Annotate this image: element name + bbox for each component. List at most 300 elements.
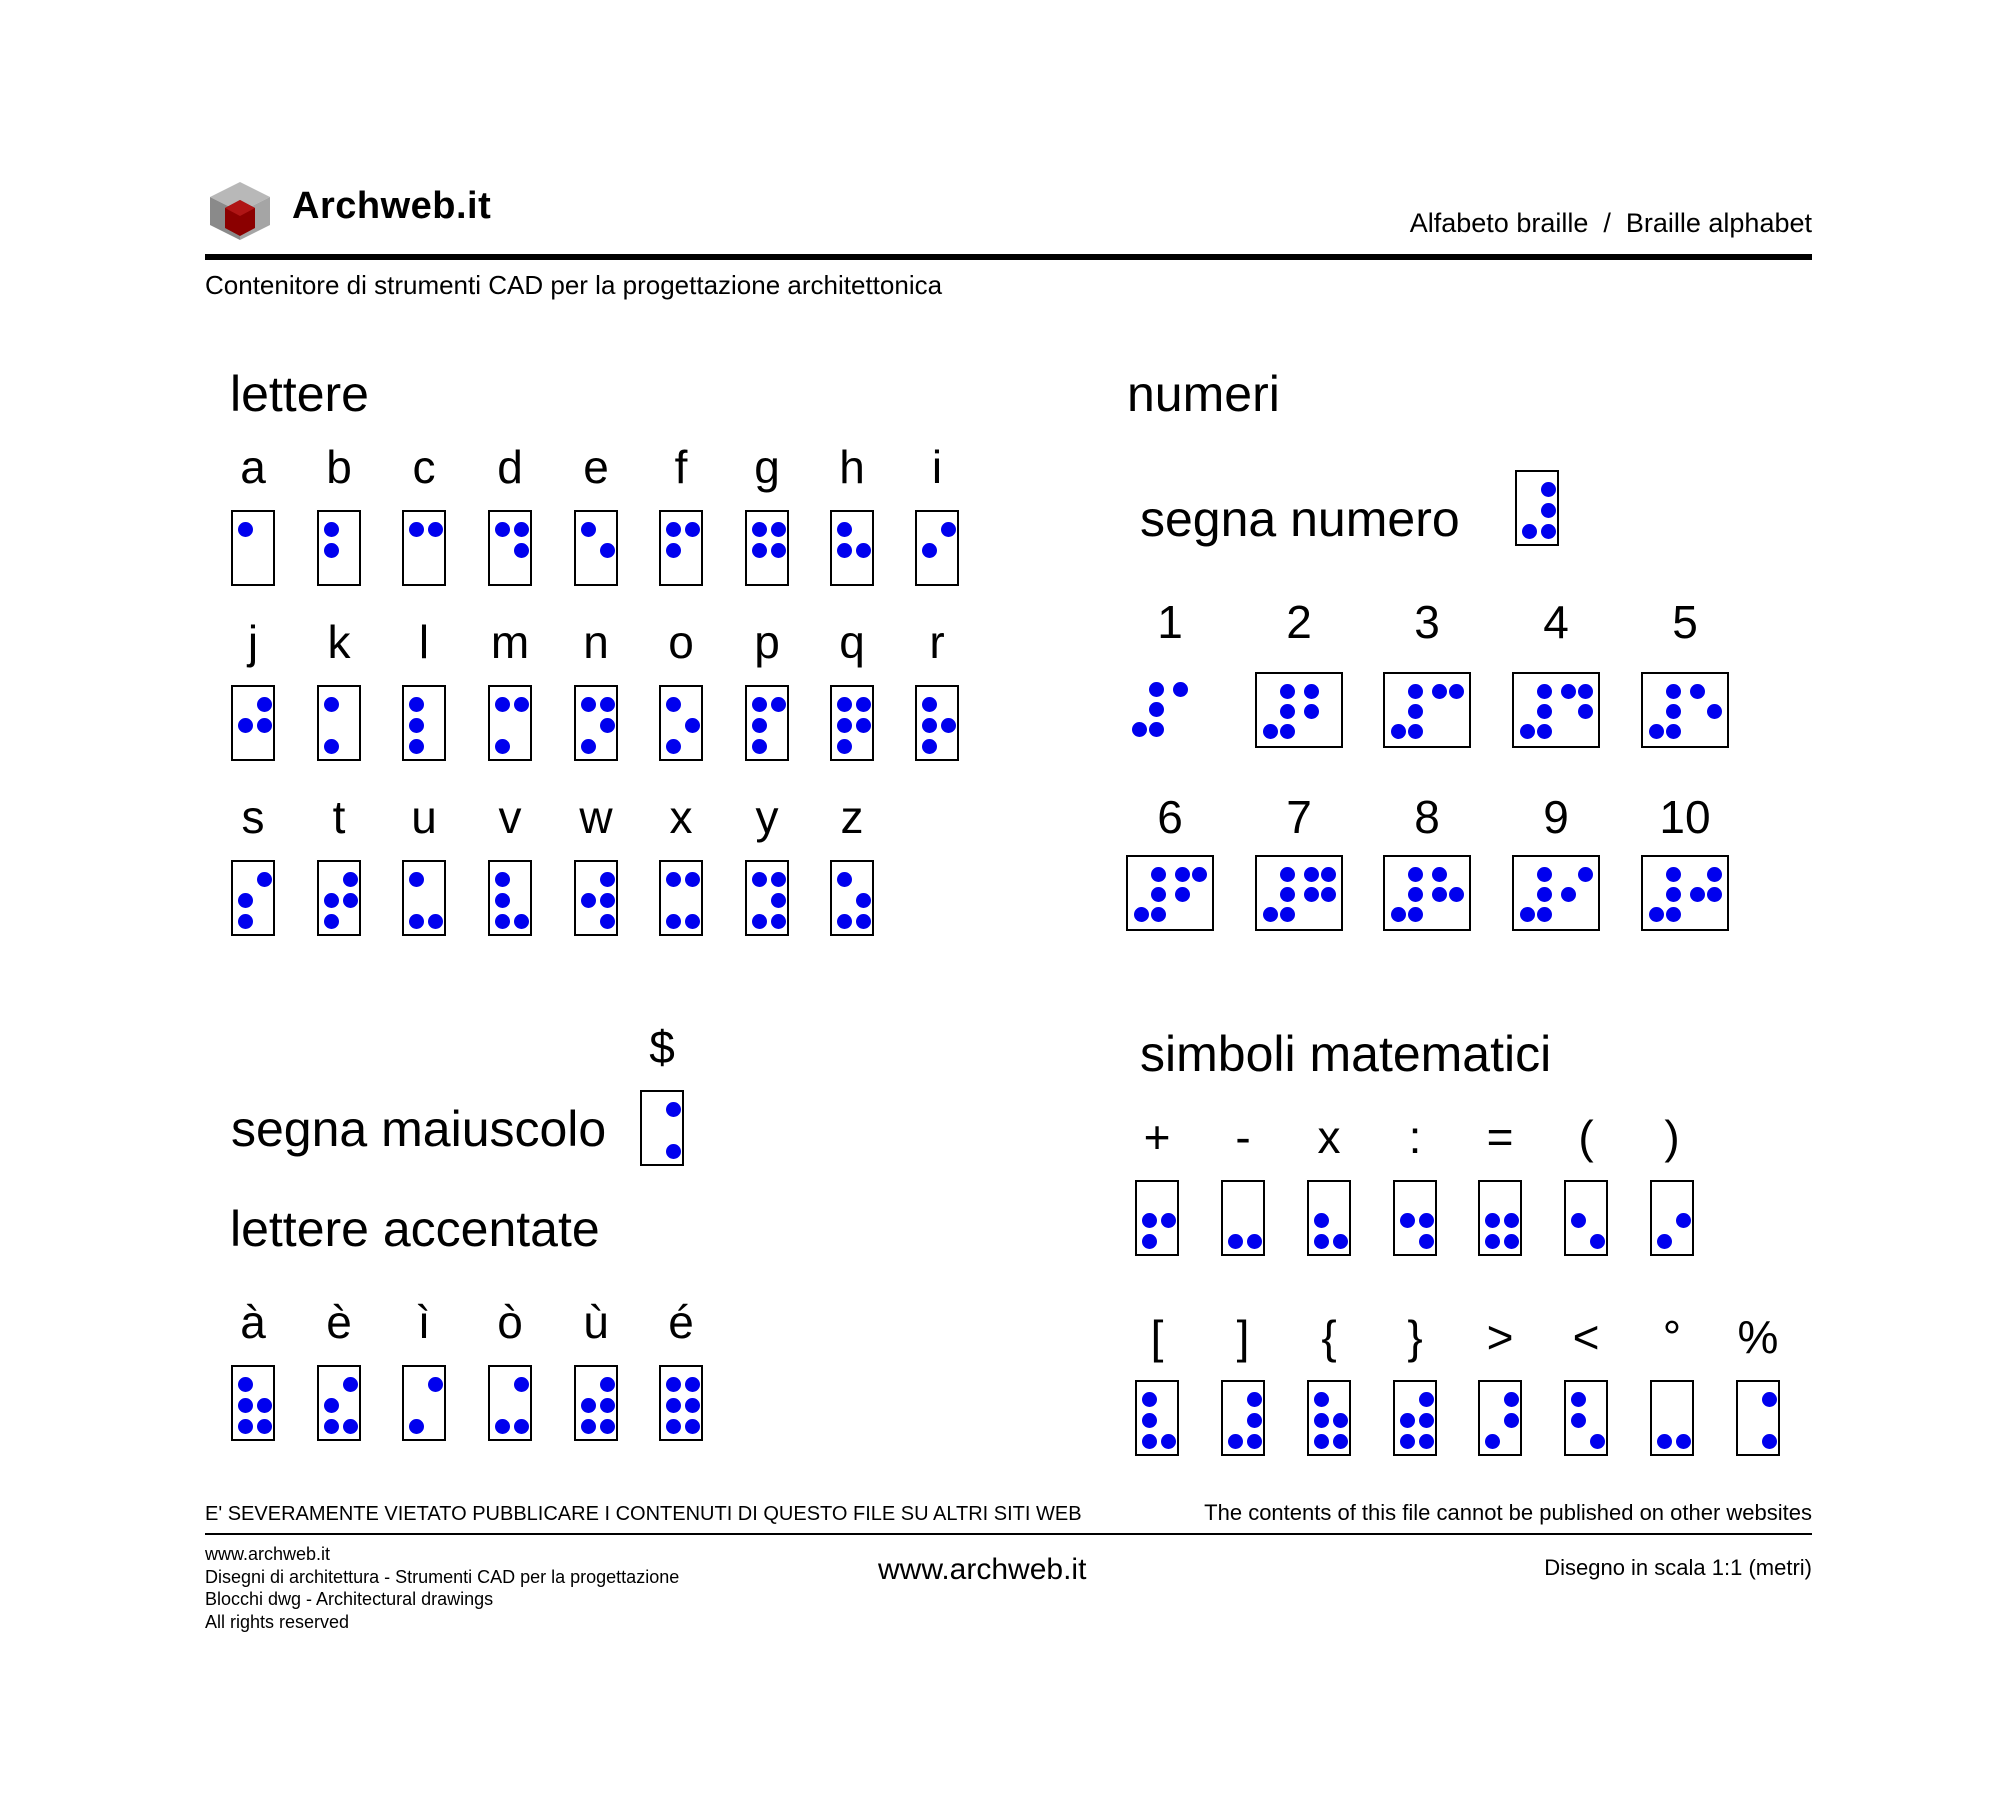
braille-dot <box>666 522 681 537</box>
braille-dot <box>1408 704 1423 719</box>
braille-dot <box>343 872 358 887</box>
braille-dot <box>1649 724 1664 739</box>
braille-cell-accented <box>574 1365 618 1441</box>
braille-cell-math <box>1221 1180 1265 1256</box>
braille-symbol-label: g <box>754 441 780 493</box>
braille-dot <box>1228 1434 1243 1449</box>
braille-dot <box>1657 1434 1672 1449</box>
braille-dot <box>257 697 272 712</box>
braille-dot <box>1571 1413 1586 1428</box>
braille-dot <box>1304 867 1319 882</box>
math-heading: simboli matematici <box>1140 1026 1552 1082</box>
number-sign-cell <box>1515 470 1559 546</box>
braille-dot <box>1280 684 1295 699</box>
braille-dot <box>666 739 681 754</box>
braille-dot <box>1142 1434 1157 1449</box>
braille-dot <box>1400 1213 1415 1228</box>
braille-dot <box>600 1398 615 1413</box>
braille-cell-math <box>1478 1180 1522 1256</box>
braille-dot <box>1175 867 1190 882</box>
braille-dot <box>1449 684 1464 699</box>
braille-dot <box>1520 724 1535 739</box>
footer-url[interactable]: www.archweb.it <box>878 1553 1087 1586</box>
number-cell <box>1383 672 1471 748</box>
braille-symbol-label: x <box>1317 1111 1341 1163</box>
braille-dot <box>666 872 681 887</box>
braille-symbol-label: q <box>839 616 865 668</box>
braille-dot <box>428 914 443 929</box>
braille-cell-a <box>231 510 275 586</box>
braille-dot <box>1707 867 1722 882</box>
braille-dot <box>771 914 786 929</box>
braille-dot <box>1676 1213 1691 1228</box>
braille-dot <box>1666 704 1681 719</box>
braille-dot <box>1537 887 1552 902</box>
braille-symbol-label: f <box>674 441 688 493</box>
braille-dot <box>1263 907 1278 922</box>
page-title: Alfabeto braille / Braille alphabet <box>1409 208 1812 238</box>
braille-dot <box>257 872 272 887</box>
braille-dot <box>409 522 424 537</box>
braille-dot <box>409 1419 424 1434</box>
braille-cell-t <box>317 860 361 936</box>
braille-dot <box>1657 1234 1672 1249</box>
braille-dot <box>1321 887 1336 902</box>
braille-cell-math <box>1307 1180 1351 1256</box>
braille-dot <box>771 697 786 712</box>
braille-dot <box>257 1398 272 1413</box>
braille-cell-s <box>231 860 275 936</box>
braille-dot <box>1485 1434 1500 1449</box>
braille-dot <box>1314 1213 1329 1228</box>
braille-cell-math <box>1650 1380 1694 1456</box>
braille-dot <box>1504 1392 1519 1407</box>
braille-cell-k <box>317 685 361 761</box>
braille-dot <box>343 1377 358 1392</box>
braille-dot <box>600 718 615 733</box>
braille-symbol-label: d <box>497 441 523 493</box>
braille-dot <box>1314 1234 1329 1249</box>
number-cell <box>1126 855 1214 931</box>
braille-dot <box>1432 867 1447 882</box>
braille-dot <box>1314 1434 1329 1449</box>
braille-dot <box>837 739 852 754</box>
braille-dot <box>1304 704 1319 719</box>
numbers-heading: numeri <box>1127 366 1280 422</box>
braille-dot <box>324 893 339 908</box>
braille-dot <box>1707 704 1722 719</box>
braille-dot <box>1247 1234 1262 1249</box>
braille-dot <box>1151 867 1166 882</box>
braille-dot <box>1666 907 1681 922</box>
braille-dot <box>771 893 786 908</box>
braille-dot <box>1175 887 1190 902</box>
braille-symbol-label: 9 <box>1543 791 1569 843</box>
braille-symbol-label: - <box>1235 1111 1251 1163</box>
braille-dot <box>1149 702 1164 717</box>
braille-symbol-label: 8 <box>1414 791 1440 843</box>
braille-symbol-label: x <box>669 791 693 843</box>
braille-cell-v <box>488 860 532 936</box>
braille-cell-z <box>830 860 874 936</box>
braille-dot <box>856 914 871 929</box>
braille-dot <box>257 1419 272 1434</box>
braille-dot <box>409 697 424 712</box>
braille-dot <box>1132 722 1147 737</box>
logo-text: Archweb.it <box>292 185 492 227</box>
braille-symbol-label: b <box>326 441 352 493</box>
braille-dot <box>238 1419 253 1434</box>
braille-dot <box>1149 722 1164 737</box>
braille-dot <box>1142 1413 1157 1428</box>
braille-cell-n <box>574 685 618 761</box>
braille-symbol-label: % <box>1737 1311 1779 1363</box>
braille-dot <box>941 718 956 733</box>
braille-dot <box>1161 1434 1176 1449</box>
braille-symbol-label: 3 <box>1414 596 1440 648</box>
footer-info <box>205 1543 679 1633</box>
braille-dot <box>600 872 615 887</box>
braille-dot <box>1263 724 1278 739</box>
braille-dot <box>685 872 700 887</box>
braille-dot <box>666 1419 681 1434</box>
braille-symbol-label: t <box>332 791 346 843</box>
braille-dot <box>666 1377 681 1392</box>
braille-dot <box>495 739 510 754</box>
braille-dot <box>1541 482 1556 497</box>
braille-dot <box>581 893 596 908</box>
braille-dot <box>1690 684 1705 699</box>
braille-dot <box>514 1377 529 1392</box>
braille-dot <box>1142 1234 1157 1249</box>
braille-dot <box>837 697 852 712</box>
braille-symbol-label: 5 <box>1672 596 1698 648</box>
braille-cell-o <box>659 685 703 761</box>
braille-cell-d <box>488 510 532 586</box>
braille-dot <box>771 872 786 887</box>
braille-dot <box>324 914 339 929</box>
braille-cell-u <box>402 860 446 936</box>
braille-dot <box>685 522 700 537</box>
braille-dot <box>1537 907 1552 922</box>
braille-dot <box>752 872 767 887</box>
footer-warning-en: The contents of this file cannot be published on other websites <box>1204 1500 1812 1525</box>
braille-dot <box>428 522 443 537</box>
braille-dot <box>1520 907 1535 922</box>
braille-dot <box>1561 684 1576 699</box>
braille-symbol-label: { <box>1321 1311 1337 1363</box>
braille-dot <box>1690 887 1705 902</box>
braille-dot <box>1504 1234 1519 1249</box>
braille-dot <box>1333 1413 1348 1428</box>
braille-dot <box>1541 524 1556 539</box>
braille-dot <box>1419 1413 1434 1428</box>
braille-symbol-label: o <box>668 616 694 668</box>
braille-dot <box>1537 684 1552 699</box>
braille-dot <box>324 522 339 537</box>
braille-dot <box>1408 867 1423 882</box>
braille-dot <box>1578 704 1593 719</box>
braille-symbol-label: + <box>1143 1111 1171 1163</box>
braille-dot <box>1537 704 1552 719</box>
braille-dot <box>837 872 852 887</box>
logo-cube-icon <box>208 180 272 242</box>
braille-dot <box>1485 1234 1500 1249</box>
braille-symbol-label: w <box>579 791 613 843</box>
braille-dot <box>600 893 615 908</box>
footer-line: All rights reserved <box>205 1611 350 1632</box>
braille-dot <box>941 522 956 537</box>
braille-dot <box>1522 524 1537 539</box>
braille-cell-math <box>1650 1180 1694 1256</box>
braille-cell-math <box>1135 1380 1179 1456</box>
braille-dot <box>600 1419 615 1434</box>
braille-dot <box>1304 887 1319 902</box>
braille-dot <box>752 914 767 929</box>
braille-cell-h <box>830 510 874 586</box>
braille-dot <box>1590 1234 1605 1249</box>
braille-dot <box>1333 1234 1348 1249</box>
braille-symbol-label: 1 <box>1157 596 1183 648</box>
braille-dot <box>837 522 852 537</box>
braille-cell-math <box>1478 1380 1522 1456</box>
braille-dot <box>1419 1434 1434 1449</box>
braille-symbol-label: 6 <box>1157 791 1183 843</box>
braille-dot <box>1419 1213 1434 1228</box>
number-sign-label: segna numero <box>1140 491 1460 547</box>
braille-dot <box>1485 1213 1500 1228</box>
braille-symbol-label: ì <box>417 1296 431 1348</box>
footer-scale: Disegno in scala 1:1 (metri) <box>1544 1555 1812 1580</box>
braille-dot <box>1666 724 1681 739</box>
braille-dot <box>409 718 424 733</box>
braille-dot <box>238 914 253 929</box>
braille-symbol-label: y <box>755 791 779 843</box>
braille-dot <box>1161 1213 1176 1228</box>
braille-symbol-label: } <box>1407 1311 1423 1363</box>
braille-cell-p <box>745 685 789 761</box>
footer-line: Disegni di architettura - Strumenti CAD per la progettazione <box>205 1566 680 1587</box>
braille-cell-g <box>745 510 789 586</box>
braille-cell-m <box>488 685 532 761</box>
braille-cell-j <box>231 685 275 761</box>
braille-dot <box>1314 1413 1329 1428</box>
braille-dot <box>1578 684 1593 699</box>
braille-symbol-label: 4 <box>1543 596 1569 648</box>
braille-dot <box>1400 1413 1415 1428</box>
braille-dot <box>1578 867 1593 882</box>
braille-dot <box>856 697 871 712</box>
braille-symbol-label: j <box>247 616 259 668</box>
braille-symbol-label: : <box>1408 1111 1422 1163</box>
braille-dot <box>1408 724 1423 739</box>
braille-dot <box>1391 907 1406 922</box>
braille-cell-f <box>659 510 703 586</box>
braille-symbol-label: e <box>583 441 609 493</box>
braille-dot <box>666 1102 681 1117</box>
braille-dot <box>1173 682 1188 697</box>
braille-dot <box>1280 887 1295 902</box>
braille-dot <box>685 914 700 929</box>
braille-symbol-label: u <box>411 791 437 843</box>
braille-symbol-label: c <box>412 441 436 493</box>
braille-dot <box>685 1419 700 1434</box>
braille-symbol-label: p <box>754 616 780 668</box>
braille-cell-accented <box>488 1365 532 1441</box>
braille-symbol-label: k <box>327 616 351 668</box>
braille-dot <box>600 543 615 558</box>
footer-warning-it: E' SEVERAMENTE VIETATO PUBBLICARE I CONTENUTI DI QUESTO FILE SU ALTRI SITI WEB <box>205 1503 1082 1525</box>
braille-symbol-label: < <box>1572 1311 1600 1363</box>
braille-dot <box>1449 887 1464 902</box>
braille-dot <box>922 718 937 733</box>
braille-dot <box>1762 1392 1777 1407</box>
braille-symbol-label: é <box>668 1296 694 1348</box>
braille-symbol-label: v <box>498 791 522 843</box>
braille-dot <box>837 543 852 558</box>
braille-cell-math <box>1564 1180 1608 1256</box>
braille-dot <box>600 1377 615 1392</box>
braille-dot <box>752 718 767 733</box>
braille-dot <box>495 697 510 712</box>
braille-dot <box>257 718 272 733</box>
braille-dot <box>343 1419 358 1434</box>
braille-dot <box>752 697 767 712</box>
braille-symbol-label: > <box>1486 1311 1514 1363</box>
braille-dot <box>922 697 937 712</box>
header-subtitle: Contenitore di strumenti CAD per la progettazione architettonica <box>205 270 943 300</box>
braille-cell-math <box>1393 1380 1437 1456</box>
braille-dot <box>856 718 871 733</box>
braille-dot <box>324 1419 339 1434</box>
braille-cell-math <box>1221 1380 1265 1456</box>
braille-dot <box>1408 684 1423 699</box>
braille-symbol-label: a <box>240 441 266 493</box>
braille-dot <box>1280 867 1295 882</box>
number-cell <box>1512 855 1600 931</box>
braille-symbol-label: i <box>931 441 943 493</box>
braille-dot <box>666 1398 681 1413</box>
braille-symbol-label: h <box>839 441 865 493</box>
braille-dot <box>1149 682 1164 697</box>
braille-dot <box>1707 887 1722 902</box>
braille-dot <box>922 543 937 558</box>
braille-dot <box>1432 887 1447 902</box>
braille-symbol-label: [ <box>1150 1311 1164 1363</box>
capital-sign-label: segna maiuscolo <box>231 1101 607 1157</box>
braille-cell-b <box>317 510 361 586</box>
braille-cell-y <box>745 860 789 936</box>
number-cell <box>1383 855 1471 931</box>
logo <box>208 180 272 242</box>
braille-dot <box>1304 684 1319 699</box>
number-cell <box>1512 672 1600 748</box>
braille-dot <box>856 543 871 558</box>
braille-dot <box>666 1144 681 1159</box>
braille-symbol-label: r <box>929 616 945 668</box>
braille-cell-accented <box>402 1365 446 1441</box>
braille-dot <box>238 718 253 733</box>
braille-dot <box>1134 907 1149 922</box>
braille-dot <box>685 1398 700 1413</box>
braille-dot <box>324 697 339 712</box>
braille-dot <box>666 543 681 558</box>
braille-dot <box>495 1419 510 1434</box>
braille-dot <box>1504 1213 1519 1228</box>
braille-cell-math <box>1564 1380 1608 1456</box>
braille-dot <box>922 739 937 754</box>
braille-symbol-label: 7 <box>1286 791 1312 843</box>
braille-dot <box>1228 1234 1243 1249</box>
braille-dot <box>1649 907 1664 922</box>
braille-dot <box>428 1377 443 1392</box>
braille-symbol-label: ] <box>1236 1311 1250 1363</box>
braille-symbol-label: m <box>490 616 530 668</box>
braille-dot <box>1408 907 1423 922</box>
braille-dot <box>771 543 786 558</box>
braille-dot <box>495 914 510 929</box>
braille-dot <box>600 697 615 712</box>
letters-heading: lettere <box>230 366 369 422</box>
braille-dot <box>324 543 339 558</box>
braille-dot <box>1400 1434 1415 1449</box>
braille-dot <box>1541 503 1556 518</box>
braille-dot <box>238 893 253 908</box>
braille-dot <box>1280 704 1295 719</box>
braille-dot <box>1142 1213 1157 1228</box>
braille-symbol-label: l <box>418 616 430 668</box>
braille-dot <box>685 718 700 733</box>
braille-cell-c <box>402 510 446 586</box>
braille-dot <box>1666 684 1681 699</box>
braille-dot <box>581 739 596 754</box>
braille-dot <box>1571 1213 1586 1228</box>
braille-symbol-label: ) <box>1664 1111 1680 1163</box>
braille-dot <box>1666 867 1681 882</box>
number-cell <box>1255 672 1343 748</box>
braille-dot <box>343 893 358 908</box>
braille-dot <box>409 914 424 929</box>
braille-cell-e <box>574 510 618 586</box>
braille-symbol-label: = <box>1486 1111 1514 1163</box>
braille-cell-math <box>1393 1180 1437 1256</box>
braille-cell-math <box>1135 1180 1179 1256</box>
braille-dot <box>1151 887 1166 902</box>
braille-dot <box>495 893 510 908</box>
braille-dot <box>1419 1234 1434 1249</box>
braille-dot <box>1314 1392 1329 1407</box>
braille-dot <box>752 543 767 558</box>
braille-dot <box>495 522 510 537</box>
braille-dot <box>324 1398 339 1413</box>
braille-cell-i <box>915 510 959 586</box>
braille-dot <box>1408 887 1423 902</box>
braille-dot <box>409 739 424 754</box>
braille-symbol-label: 10 <box>1659 791 1711 843</box>
braille-dot <box>666 697 681 712</box>
braille-dot <box>837 914 852 929</box>
capital-sign-cell <box>640 1090 684 1166</box>
braille-cell-math <box>1736 1380 1780 1456</box>
braille-dot <box>1151 907 1166 922</box>
braille-symbol-label: ò <box>497 1296 523 1348</box>
braille-dot <box>1666 887 1681 902</box>
number-cell <box>1255 855 1343 931</box>
braille-dot <box>581 1398 596 1413</box>
braille-dot <box>771 522 786 537</box>
braille-symbol-label: z <box>840 791 864 843</box>
braille-dot <box>1432 684 1447 699</box>
